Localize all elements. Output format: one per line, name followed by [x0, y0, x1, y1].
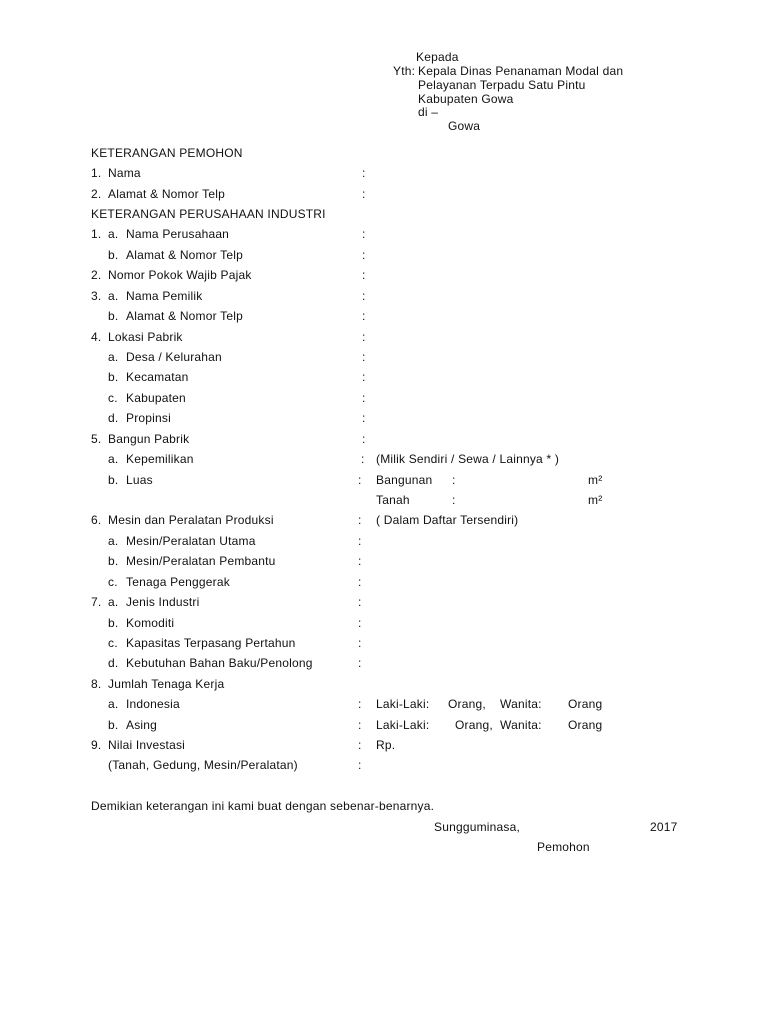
form-row-investasi-detail	[0, 755, 768, 775]
signatory-row	[0, 837, 768, 857]
form-row-mesin-pembantu	[0, 551, 768, 571]
form-row-mesin-peralatan	[0, 510, 768, 530]
field-label: Jumlah Tenaga Kerja	[108, 676, 225, 691]
form-row-luas	[0, 470, 768, 490]
field-label: Jenis Industri	[126, 595, 200, 610]
sub-letter: b.	[108, 717, 119, 732]
field-label: Tenaga Penggerak	[126, 574, 230, 589]
spacer	[0, 776, 768, 796]
section-heading-perusahaan	[0, 204, 768, 224]
item-number: 2.	[91, 268, 102, 283]
item-number: 5.	[91, 431, 102, 446]
sub-letter: a.	[108, 288, 119, 303]
colon-separator: :	[362, 288, 366, 303]
form-row-tenaga-indonesia	[0, 694, 768, 714]
form-row-lokasi-pabrik	[0, 327, 768, 347]
field-value: ( Dalam Daftar Tersendiri)	[376, 513, 519, 528]
colon-separator: :	[362, 309, 366, 324]
field-label: Nomor Pokok Wajib Pajak	[108, 268, 252, 283]
colon-separator: :	[358, 758, 362, 773]
form-row-nama-perusahaan	[0, 224, 768, 244]
unit-label: m²	[588, 492, 603, 507]
colon-separator: :	[358, 738, 362, 753]
closing-statement-row	[0, 796, 768, 816]
colon-separator: :	[362, 166, 366, 181]
item-number: 1.	[91, 166, 102, 181]
item-number: 8.	[91, 676, 102, 691]
field-label: Kepemilikan	[126, 452, 194, 467]
colon-separator: :	[358, 656, 362, 671]
section-heading: KETERANGAN PEMOHON	[91, 145, 243, 160]
sub-letter: b.	[108, 554, 119, 569]
form-row-desa	[0, 347, 768, 367]
colon-separator: :	[362, 329, 366, 344]
field-label: Komoditi	[126, 615, 175, 630]
field-label: Nama	[108, 166, 141, 181]
currency-label: Rp.	[376, 738, 396, 753]
female-label: Wanita:	[500, 717, 542, 732]
colon-separator: :	[362, 390, 366, 405]
colon-separator: :	[358, 697, 362, 712]
field-label: Kapasitas Terpasang Pertahun	[126, 635, 296, 650]
female-label: Wanita:	[500, 697, 542, 712]
male-unit-label: Orang,	[448, 697, 486, 712]
sub-letter: b.	[108, 309, 119, 324]
unit-label: m²	[588, 472, 603, 487]
form-row-propinsi	[0, 408, 768, 428]
field-label: Nama Perusahaan	[126, 227, 230, 242]
field-label: Desa / Kelurahan	[126, 350, 222, 365]
recipient-office-line-1: Kepala Dinas Penanaman Modal dan	[418, 64, 624, 78]
recipient-di: di –	[418, 105, 439, 119]
signatory-label: Pemohon	[537, 840, 590, 855]
colon-separator: :	[358, 513, 362, 528]
form-row-nilai-investasi	[0, 735, 768, 755]
form-row-nama	[0, 163, 768, 183]
form-row-tenaga-penggerak	[0, 572, 768, 592]
form-row-kepemilikan	[0, 449, 768, 469]
item-number: 2.	[91, 186, 102, 201]
field-label: Kabupaten	[126, 390, 186, 405]
place-date-row	[0, 817, 768, 837]
item-number: 9.	[91, 738, 102, 753]
form-row-bangun-pabrik	[0, 429, 768, 449]
luas-tanah-label: Tanah	[376, 492, 410, 507]
sub-letter: a.	[108, 227, 119, 242]
luas-bangunan-label: Bangunan	[376, 472, 433, 487]
field-label: Asing	[126, 717, 158, 732]
field-label: Kebutuhan Bahan Baku/Penolong	[126, 656, 313, 671]
male-unit-label: Orang,	[455, 717, 493, 732]
form-row-jenis-industri	[0, 592, 768, 612]
field-label: Indonesia	[126, 697, 180, 712]
colon-separator: :	[362, 186, 366, 201]
sub-letter: a.	[108, 697, 119, 712]
recipient-office-line-2: Pelayanan Terpadu Satu Pintu	[418, 78, 586, 92]
application-form	[0, 143, 768, 858]
form-row-alamat-perusahaan	[0, 245, 768, 265]
field-label: Mesin/Peralatan Pembantu	[126, 554, 276, 569]
sub-letter: b.	[108, 370, 119, 385]
year-label: 2017	[650, 819, 678, 834]
form-row-kapasitas	[0, 633, 768, 653]
field-value: (Milik Sendiri / Sewa / Lainnya * )	[376, 452, 560, 467]
colon-separator: :	[362, 268, 366, 283]
section-heading-pemohon	[0, 143, 768, 163]
colon-separator: :	[362, 411, 366, 426]
field-label: Alamat & Nomor Telp	[108, 186, 225, 201]
male-label: Laki-Laki:	[376, 717, 430, 732]
field-label: Nama Pemilik	[126, 288, 203, 303]
form-row-alamat-pemilik	[0, 306, 768, 326]
colon-separator: :	[361, 452, 365, 467]
colon-separator: :	[362, 370, 366, 385]
field-label: Propinsi	[126, 411, 171, 426]
sub-letter: a.	[108, 350, 119, 365]
colon-separator: :	[358, 533, 362, 548]
colon-separator: :	[358, 717, 362, 732]
female-unit-label: Orang	[568, 697, 603, 712]
colon-separator: :	[362, 227, 366, 242]
form-row-alamat	[0, 184, 768, 204]
form-row-bahan-baku	[0, 653, 768, 673]
field-label: Bangun Pabrik	[108, 431, 190, 446]
recipient-yth: Yth:	[393, 64, 416, 78]
item-number: 4.	[91, 329, 102, 344]
item-number: 6.	[91, 513, 102, 528]
colon-separator: :	[358, 615, 362, 630]
field-label: Nilai Investasi	[108, 738, 186, 753]
colon-separator: :	[358, 635, 362, 650]
sub-letter: c.	[108, 635, 118, 650]
item-number: 3.	[91, 288, 102, 303]
colon-separator: :	[362, 350, 366, 365]
form-row-tenaga-asing	[0, 715, 768, 735]
field-label: Mesin dan Peralatan Produksi	[108, 513, 274, 528]
colon-separator: :	[358, 472, 362, 487]
recipient-city: Gowa	[448, 119, 481, 133]
colon-separator: :	[452, 472, 456, 487]
colon-separator: :	[362, 247, 366, 262]
form-row-npwp	[0, 265, 768, 285]
sub-letter: d.	[108, 656, 119, 671]
form-row-kecamatan	[0, 367, 768, 387]
colon-separator: :	[358, 554, 362, 569]
form-row-komoditi	[0, 613, 768, 633]
colon-separator: :	[358, 595, 362, 610]
field-label: Luas	[126, 472, 153, 487]
colon-separator: :	[452, 492, 456, 507]
form-row-tenaga-kerja	[0, 674, 768, 694]
item-number: 1.	[91, 227, 102, 242]
section-heading: KETERANGAN PERUSAHAAN INDUSTRI	[91, 207, 326, 222]
sub-letter: b.	[108, 472, 119, 487]
field-label: Kecamatan	[126, 370, 189, 385]
item-number: 7.	[91, 595, 102, 610]
sub-letter: c.	[108, 574, 118, 589]
field-label: Alamat & Nomor Telp	[126, 247, 243, 262]
male-label: Laki-Laki:	[376, 697, 430, 712]
recipient-office-line-3: Kabupaten Gowa	[418, 92, 514, 106]
recipient-kepada: Kepada	[416, 50, 459, 64]
form-row-kabupaten	[0, 388, 768, 408]
place-label: Sungguminasa,	[434, 819, 520, 834]
field-label: Alamat & Nomor Telp	[126, 309, 243, 324]
sub-letter: a.	[108, 452, 119, 467]
field-label: Lokasi Pabrik	[108, 329, 183, 344]
field-label: Mesin/Peralatan Utama	[126, 533, 256, 548]
form-row-mesin-utama	[0, 531, 768, 551]
female-unit-label: Orang	[568, 717, 603, 732]
field-label: (Tanah, Gedung, Mesin/Peralatan)	[108, 758, 298, 773]
sub-letter: c.	[108, 390, 118, 405]
form-row-nama-pemilik	[0, 286, 768, 306]
sub-letter: a.	[108, 595, 119, 610]
colon-separator: :	[358, 574, 362, 589]
sub-letter: b.	[108, 247, 119, 262]
colon-separator: :	[362, 431, 366, 446]
sub-letter: a.	[108, 533, 119, 548]
form-row-luas-tanah	[0, 490, 768, 510]
closing-statement: Demikian keterangan ini kami buat dengan sebenar-benarnya.	[91, 799, 435, 814]
sub-letter: b.	[108, 615, 119, 630]
sub-letter: d.	[108, 411, 119, 426]
